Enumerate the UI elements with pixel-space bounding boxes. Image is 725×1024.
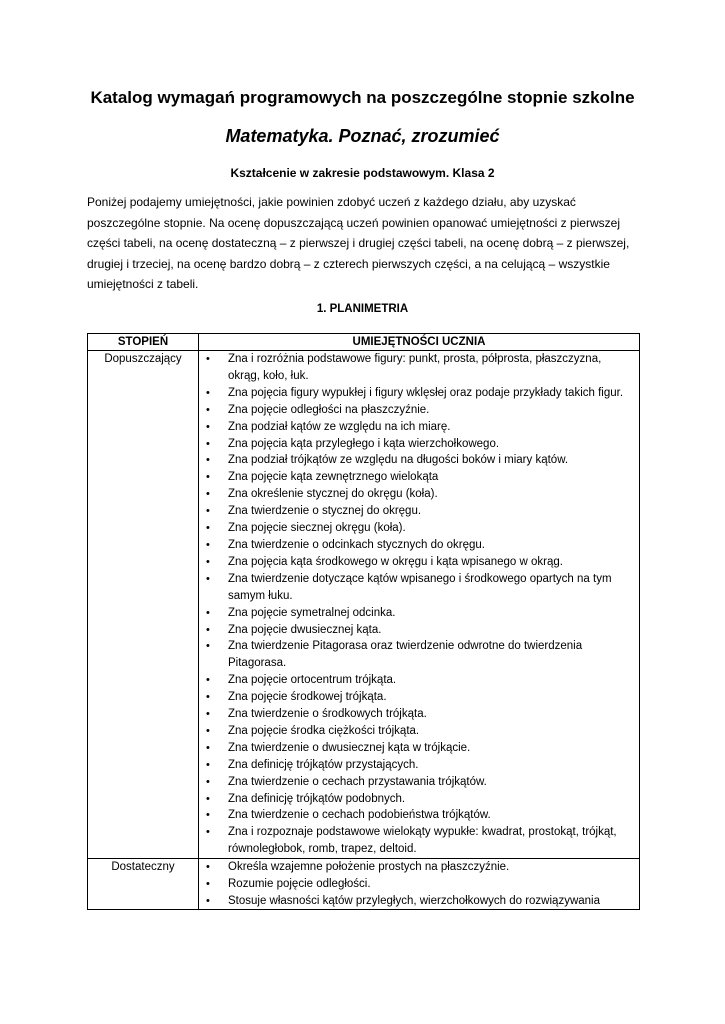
list-item	[199, 791, 639, 808]
list-item	[199, 757, 639, 774]
bullet-icon: •	[206, 437, 210, 450]
list-item	[199, 419, 639, 436]
list-item	[199, 824, 639, 858]
skill-text: Zna pojęcia kąta przyległego i kąta wierzchołkowego.	[228, 437, 500, 450]
intro-paragraph: Poniżej podajemy umiejętności, jakie powinien zdobyć uczeń z każdego działu, aby uzyskać poszczególne stopnie. Na ocenę dopuszczającą uczeń powinien opanować umiejętności z pierwszej części tabeli, na ocenę dostateczną – z pierwszej i drugiej części tabeli, na ocenę dobrą – z pierwszej, drugiej i trzeciej, na ocenę bardzo dobrą – z czterech pierwszych części, a na celującą – wszystkie umiejętności z tabeli.	[87, 195, 630, 291]
skill-text: Zna pojęcie ortocentrum trójkąta.	[228, 674, 397, 687]
bullet-icon: •	[206, 471, 210, 484]
bullet-icon: •	[206, 403, 210, 416]
course-level: Kształcenie w zakresie podstawowym. Klasa 2	[230, 166, 495, 180]
skill-text: Zna określenie stycznej do okręgu (koła).	[228, 488, 438, 501]
skill-text: Zna pojęcie środkowej trójkąta.	[228, 691, 387, 704]
skill-text: Zna twierdzenie Pitagorasa oraz twierdzenie odwrotne do twierdzenia Pitagorasa.	[228, 640, 583, 670]
list-item	[199, 469, 639, 486]
list-item	[199, 351, 639, 385]
list-item	[199, 774, 639, 791]
skills-list	[199, 859, 639, 909]
bullet-icon: •	[206, 454, 210, 467]
skill-text: Zna twierdzenie o odcinkach stycznych do okręgu.	[228, 538, 485, 551]
skill-text: Zna twierdzenie o cechach przystawania trójkątów.	[228, 775, 487, 788]
skill-text: Zna twierdzenie o stycznej do okręgu.	[228, 505, 422, 518]
bullet-icon: •	[206, 792, 210, 805]
skill-text: Zna twierdzenie dotyczące kątów wpisanego i środkowego opartych na tym samym łuku.	[228, 572, 612, 602]
skill-text: Zna pojęcie dwusiecznej kąta.	[228, 623, 382, 636]
bullet-icon: •	[206, 826, 210, 839]
header-grade: STOPIEŃ	[88, 334, 199, 351]
list-item	[199, 402, 639, 419]
document-subtitle: Matematyka. Poznać, zrozumieć	[225, 126, 500, 146]
grade-cell: Dostateczny	[88, 859, 199, 910]
skill-text: Zna twierdzenie o środkowych trójkąta.	[228, 708, 427, 721]
skill-text: Zna twierdzenie o dwusiecznej kąta w trójkącie.	[228, 741, 471, 754]
bullet-icon: •	[206, 488, 210, 501]
bullet-icon: •	[206, 538, 210, 551]
header-skills: UMIEJĘTNOŚCI UCZNIA	[199, 334, 640, 351]
bullet-icon: •	[206, 861, 210, 874]
list-item	[199, 638, 639, 672]
list-item	[199, 893, 639, 909]
skill-text: Stosuje własności kątów przyległych, wierzchołkowych do rozwiązywania	[228, 895, 600, 907]
skill-text: Zna pojęcie symetralnej odcinka.	[228, 606, 396, 619]
list-item	[199, 876, 639, 893]
bullet-icon: •	[206, 775, 210, 788]
bullet-icon: •	[206, 353, 210, 365]
table-row	[88, 351, 640, 859]
list-item	[199, 605, 639, 622]
bullet-icon: •	[206, 708, 210, 721]
bullet-icon: •	[206, 623, 210, 636]
skill-text: Zna i rozróżnia podstawowe figury: punkt, prosta, półprosta, płaszczyzna, okrąg, koło, łuk.	[228, 353, 602, 382]
list-item	[199, 436, 639, 453]
document-title: Katalog wymagań programowych na poszczególne stopnie szkolne	[90, 88, 635, 107]
bullet-icon: •	[206, 640, 210, 653]
skills-cell	[199, 859, 640, 910]
grade-cell: Dopuszczający	[88, 351, 199, 859]
bullet-icon: •	[206, 758, 210, 771]
bullet-icon: •	[206, 420, 210, 433]
table-header-row	[88, 334, 640, 351]
requirements-table	[87, 333, 640, 910]
list-item	[199, 537, 639, 554]
list-item	[199, 452, 639, 469]
skill-text: Zna pojęcia figury wypukłej i figury wklęsłej oraz podaje przykłady takich figur.	[228, 386, 624, 399]
section-heading: 1. PLANIMETRIA	[316, 303, 409, 315]
list-item	[199, 385, 639, 402]
list-item	[199, 807, 639, 824]
list-item	[199, 571, 639, 605]
bullet-icon: •	[206, 386, 210, 399]
skill-text: Zna pojęcie odległości na płaszczyźnie.	[228, 403, 430, 416]
bullet-icon: •	[206, 555, 210, 568]
skill-text: Określa wzajemne położenie prostych na płaszczyźnie.	[228, 861, 510, 874]
bullet-icon: •	[206, 522, 210, 535]
list-item	[199, 706, 639, 723]
bullet-icon: •	[206, 895, 210, 907]
list-item	[199, 503, 639, 520]
bullet-icon: •	[206, 606, 210, 619]
skills-list	[199, 351, 639, 858]
list-item	[199, 689, 639, 706]
bullet-icon: •	[206, 724, 210, 737]
list-item	[199, 672, 639, 689]
list-item	[199, 486, 639, 503]
skill-text: Zna pojęcia kąta środkowego w okręgu i kąta wpisanego w okrąg.	[228, 555, 563, 568]
bullet-icon: •	[206, 878, 210, 891]
bullet-icon: •	[206, 741, 210, 754]
list-item	[199, 740, 639, 757]
table-row	[88, 859, 640, 910]
bullet-icon: •	[206, 691, 210, 704]
skill-text: Zna podział kątów ze względu na ich miarę.	[228, 420, 451, 433]
bullet-icon: •	[206, 505, 210, 518]
skill-text: Zna podział trójkątów ze względu na długości boków i miary kątów.	[228, 454, 569, 467]
list-item	[199, 859, 639, 876]
skill-text: Zna pojęcie kąta zewnętrznego wielokąta	[228, 471, 439, 484]
table-body	[88, 351, 640, 910]
list-item	[199, 554, 639, 571]
list-item	[199, 520, 639, 537]
skill-text: Zna pojęcie siecznej okręgu (koła).	[228, 522, 406, 535]
skill-text: Zna pojęcie środka ciężkości trójkąta.	[228, 724, 420, 737]
list-item	[199, 723, 639, 740]
bullet-icon: •	[206, 674, 210, 687]
skill-text: Zna i rozpoznaje podstawowe wielokąty wypukłe: kwadrat, prostokąt, trójkąt, równoległobok, romb, trapez, deltoid.	[228, 826, 617, 856]
bullet-icon: •	[206, 572, 210, 585]
skill-text: Rozumie pojęcie odległości.	[228, 878, 371, 891]
skills-cell	[199, 351, 640, 859]
skill-text: Zna definicję trójkątów przystających.	[228, 758, 419, 771]
bullet-icon: •	[206, 809, 210, 822]
list-item	[199, 622, 639, 639]
skill-text: Zna twierdzenie o cechach podobieństwa trójkątów.	[228, 809, 491, 822]
skill-text: Zna definicję trójkątów podobnych.	[228, 792, 406, 805]
